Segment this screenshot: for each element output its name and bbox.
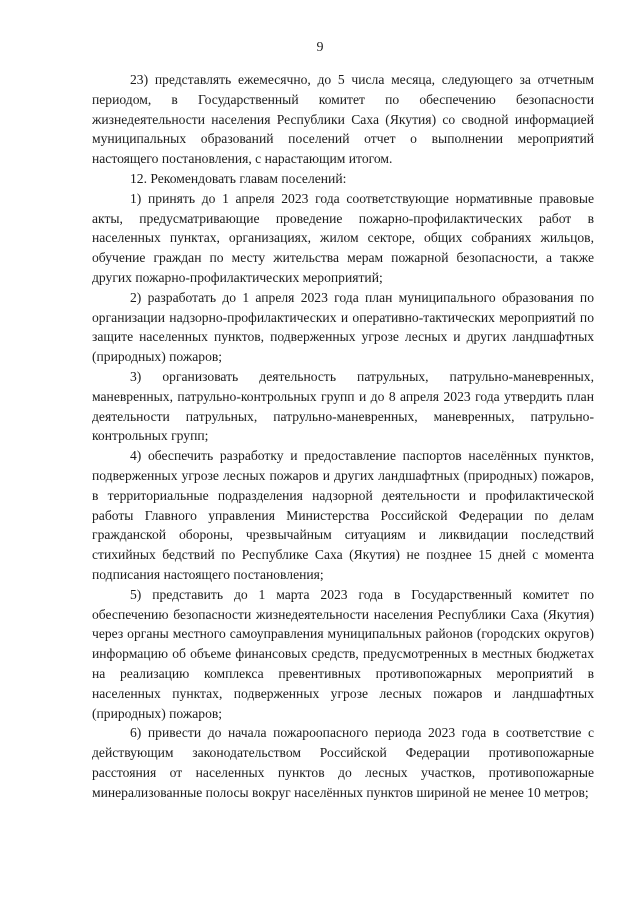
paragraph-item-3: 3) организовать деятельность патрульных, патрульно-маневренных, маневренных, патрульно-контрольных групп и до 8 апреля 2023 года утвердить план деятельности патрульных, патрульно-маневренных, маневренных, патрульно-контрольных групп; bbox=[92, 368, 594, 444]
paragraph-item-4: 4) обеспечить разработку и предоставление паспортов населённых пунктов, подверженных угрозе лесных пожаров и других ландшафтных (природных) пожаров, в территориальные подразделения надзорной деятельности и профилактической работы Главного управления Министерства Российской Федерации по делам гражданской обороны, чрезвычайным ситуациям и ликвидации последствий стихийных бедствий по Республике Саха (Якутия) не позднее 15 дней с момента подписания настоящего постановления; bbox=[92, 448, 594, 582]
paragraph-item-6: 6) привести до начала пожароопасного периода 2023 года в соответствие с действующим законодательством Российской Федерации противопожарные расстояния от населенных пунктов до лесных участков, противопожарные минерализованные полосы вокруг населённых пунктов шириной не менее 10 метров; bbox=[92, 725, 594, 800]
paragraph-item-1: 1) принять до 1 апреля 2023 года соответствующие нормативные правовые акты, предусматривающие проведение пожарно-профилактических работ в населенных пунктах, организациях, жилом секторе, общих собраниях жильцов, обучение граждан по месту жительства мерам пожарной безопасности, а также других пожарно-профилактических мероприятий; bbox=[92, 190, 594, 285]
paragraph-item-23: 23) представлять ежемесячно, до 5 числа месяца, следующего за отчетным периодом, в Государственный комитет по обеспечению безопасности жизнедеятельности населения Республики Саха (Якутия) со сводной информацией муниципальных образований поселений отчет о выполнении мероприятий настоящего постановления, с нарастающим итогом. bbox=[92, 72, 594, 167]
paragraph-item-2: 2) разработать до 1 апреля 2023 года план муниципального образования по организации надзорно-профилактических и оперативно-тактических мероприятий по защите населенных пунктов, подверженных угрозе лесных и других ландшафтных (природных) пожаров; bbox=[92, 289, 594, 365]
paragraph-item-5: 5) представить до 1 марта 2023 года в Государственный комитет по обеспечению безопасности жизнедеятельности населения Республики Саха (Якутия) через органы местного самоуправления муниципальных районов (городских округов) информацию об объеме финансовых средств, предусмотренных в местных бюджетах на реализацию комплекса превентивных противопожарных мероприятий в населенных пунктах, подверженных угрозе лесных пожаров и ландшафтных (природных) пожаров; bbox=[92, 586, 594, 721]
page-number: 9 bbox=[316, 40, 324, 55]
paragraph-section-12: 12. Рекомендовать главам поселений: bbox=[130, 170, 347, 186]
document-body bbox=[92, 70, 594, 802]
